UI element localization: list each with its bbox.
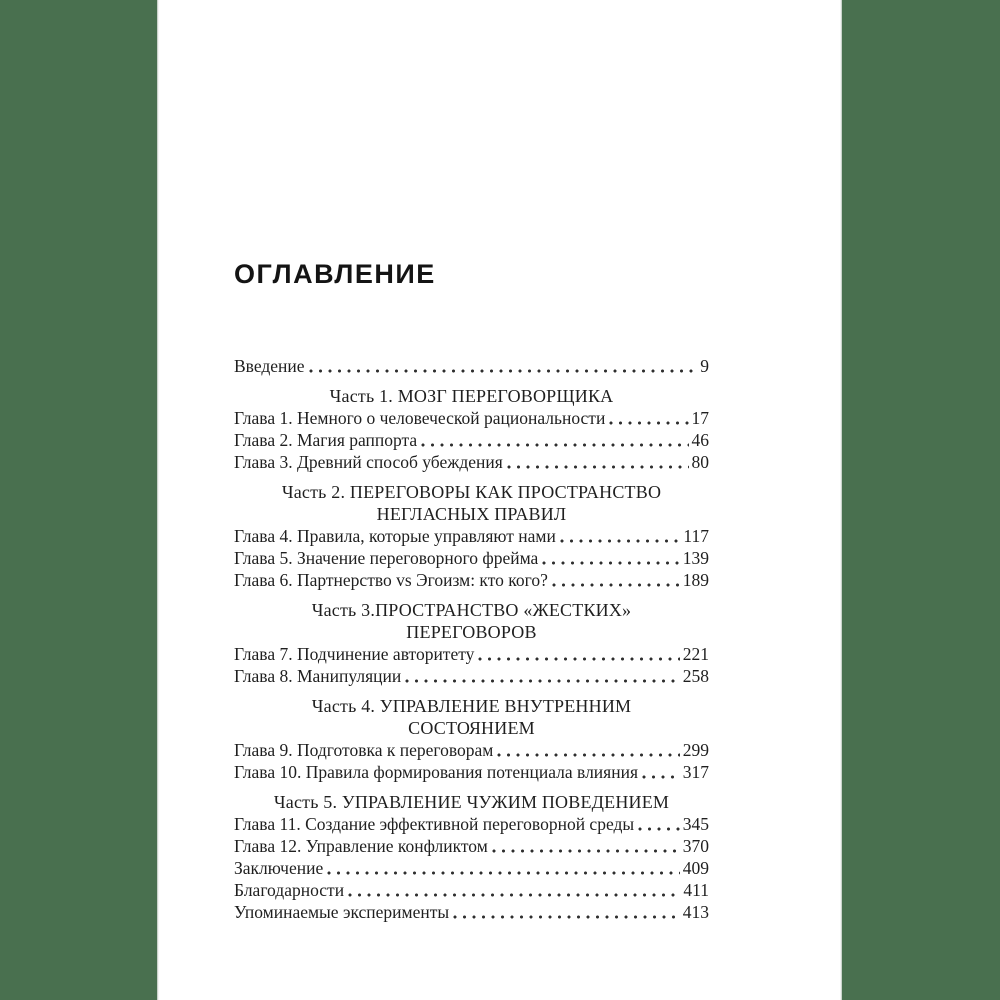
toc-item-label: Глава 7. Подчинение авторитету: [234, 644, 475, 664]
toc-part-heading: [234, 599, 709, 643]
toc-item-label: Глава 4. Правила, которые управляют нами: [234, 526, 556, 546]
toc-part-heading-line: СОСТОЯНИЕМ: [408, 718, 535, 738]
toc-item-label: Глава 2. Магия раппорта: [234, 430, 418, 450]
toc-part-heading-line: Часть 2. ПЕРЕГОВОРЫ КАК ПРОСТРАНСТВО: [281, 482, 662, 502]
toc-item-page-number: 409: [682, 858, 709, 878]
toc-page: [157, 0, 842, 1000]
toc-leader-dots: [542, 561, 679, 565]
toc-item: [234, 879, 709, 901]
toc-item-page-number: 189: [682, 570, 709, 590]
toc-leader-dots: [492, 849, 680, 853]
toc-leader-dots: [348, 893, 680, 897]
toc-leader-dots: [560, 539, 681, 543]
toc-item-label: Глава 9. Подготовка к переговорам: [234, 740, 494, 760]
toc-part-heading: [234, 695, 709, 739]
toc-part-heading-line: ПЕРЕГОВОРОВ: [406, 622, 537, 642]
toc-item: [234, 901, 709, 923]
toc-leader-dots: [327, 871, 680, 875]
toc-leader-dots: [309, 369, 698, 373]
toc-item-page-number: 80: [691, 452, 709, 472]
toc-item: [234, 569, 709, 591]
toc-part-heading-line: Часть 4. УПРАВЛЕНИЕ ВНУТРЕННИМ: [311, 696, 632, 716]
toc-item: [234, 813, 709, 835]
toc-part-heading: [234, 791, 709, 813]
toc-item: [234, 429, 709, 451]
toc-part-heading-line: НЕГЛАСНЫХ ПРАВИЛ: [376, 504, 567, 524]
toc-item-page-number: 9: [700, 356, 709, 376]
toc-item-page-number: 139: [682, 548, 709, 568]
toc-leader-dots: [405, 679, 679, 683]
toc-part-heading-line: Часть 3.ПРОСТРАНСТВО «ЖЕСТКИХ»: [311, 600, 632, 620]
toc-leader-dots: [638, 827, 680, 831]
toc-leader-dots: [552, 583, 680, 587]
toc-item: [234, 761, 709, 783]
toc-leader-dots: [421, 443, 688, 447]
toc-item-page-number: 411: [683, 880, 709, 900]
toc-part-heading-line: Часть 1. МОЗГ ПЕРЕГОВОРЩИКА: [329, 386, 614, 406]
toc-list: [234, 355, 709, 923]
toc-item: [234, 857, 709, 879]
toc-item: [234, 739, 709, 761]
cover-right-edge: [842, 0, 1000, 1000]
toc-leader-dots: [642, 775, 680, 779]
toc-item-page-number: 345: [682, 814, 709, 834]
toc-item-label: Заключение: [234, 858, 324, 878]
toc-item-label: Благодарности: [234, 880, 345, 900]
toc-item-page-number: 46: [691, 430, 709, 450]
toc-item: [234, 451, 709, 473]
toc-part-heading: [234, 481, 709, 525]
toc-item-label: Глава 10. Правила формирования потенциала влияния: [234, 762, 639, 782]
toc-item: [234, 643, 709, 665]
toc-item-label: Введение: [234, 356, 305, 376]
toc-item: [234, 407, 709, 429]
toc-item-label: Глава 8. Манипуляции: [234, 666, 402, 686]
toc-leader-dots: [453, 915, 680, 919]
toc-item-label: Глава 3. Древний способ убеждения: [234, 452, 503, 472]
toc-item-page-number: 317: [682, 762, 709, 782]
toc-part-heading-line: Часть 5. УПРАВЛЕНИЕ ЧУЖИМ ПОВЕДЕНИЕМ: [273, 792, 670, 812]
toc-item-page-number: 221: [682, 644, 709, 664]
toc-leader-dots: [478, 657, 679, 661]
toc-item-label: Глава 11. Создание эффективной переговорной среды: [234, 814, 635, 834]
toc-item-page-number: 413: [682, 902, 709, 922]
toc-item-page-number: 370: [682, 836, 709, 856]
toc-item-label: Глава 5. Значение переговорного фрейма: [234, 548, 539, 568]
toc-item-page-number: 299: [682, 740, 709, 760]
toc-item-page-number: 117: [683, 526, 709, 546]
toc-item: [234, 665, 709, 687]
toc-item-label: Упоминаемые эксперименты: [234, 902, 450, 922]
toc-item-page-number: 17: [691, 408, 709, 428]
toc-part-heading: [234, 385, 709, 407]
toc-item-page-number: 258: [682, 666, 709, 686]
toc-item-label: Глава 6. Партнерство vs Эгоизм: кто кого?: [234, 570, 548, 590]
toc-item-label: Глава 1. Немного о человеческой рациональности: [234, 408, 606, 428]
cover-left-edge: [0, 0, 157, 1000]
toc-item: [234, 547, 709, 569]
toc-item-label: Глава 12. Управление конфликтом: [234, 836, 488, 856]
toc-item: [234, 835, 709, 857]
toc-page-content: [234, 258, 709, 923]
toc-item: [234, 355, 709, 377]
toc-leader-dots: [507, 465, 689, 469]
toc-leader-dots: [497, 753, 679, 757]
page-title: ОГЛАВЛЕНИЕ: [234, 259, 436, 289]
toc-leader-dots: [609, 421, 688, 425]
toc-item: [234, 525, 709, 547]
